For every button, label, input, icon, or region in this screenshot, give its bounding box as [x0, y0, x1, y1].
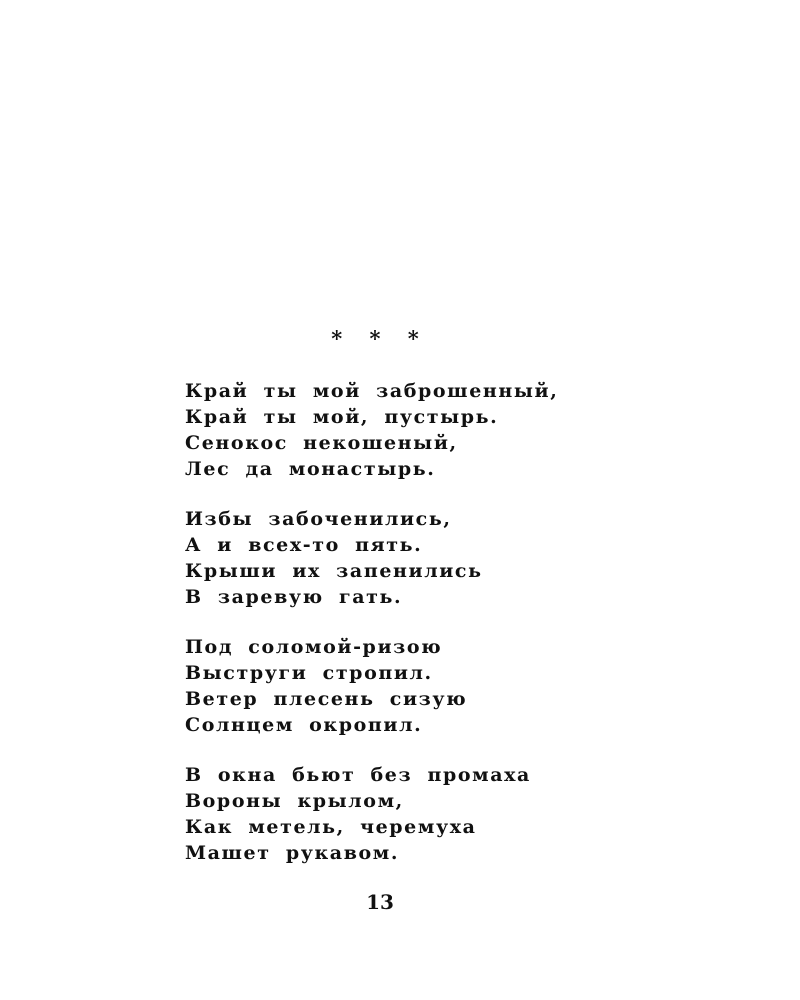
- poem-line: Вороны крылом,: [185, 790, 404, 812]
- stanza-3: [185, 634, 745, 738]
- poem-line: Сенокос некошеный,: [185, 432, 458, 454]
- poem-line: Крыши их запенились: [185, 560, 483, 582]
- poem-body: [185, 378, 745, 890]
- poem-line: Край ты мой заброшенный,: [185, 380, 559, 402]
- poem-line: Солнцем окропил.: [185, 714, 423, 736]
- stanza-1: [185, 378, 745, 482]
- stanza-2: [185, 506, 745, 610]
- page-number: 13: [366, 890, 394, 914]
- poem-line: Избы забоченились,: [185, 508, 452, 530]
- poem-line: Ветер плесень сизую: [185, 688, 468, 710]
- poem-line: Машет рукавом.: [185, 842, 400, 864]
- poem-line: Под соломой-ризою: [185, 636, 443, 658]
- poem-line: В заревую гать.: [185, 586, 403, 608]
- stanza-4: [185, 762, 745, 866]
- poem-line: А и всех-то пять.: [185, 534, 423, 556]
- poem-line: Выструги стропил.: [185, 662, 433, 684]
- poem-line: Лес да монастырь.: [185, 458, 436, 480]
- poem-line: Край ты мой, пустырь.: [185, 406, 499, 428]
- poem-line: Как метель, черемуха: [185, 816, 477, 838]
- stanza-separator: * * *: [331, 326, 429, 351]
- poem-line: В окна бьют без промаха: [185, 764, 531, 786]
